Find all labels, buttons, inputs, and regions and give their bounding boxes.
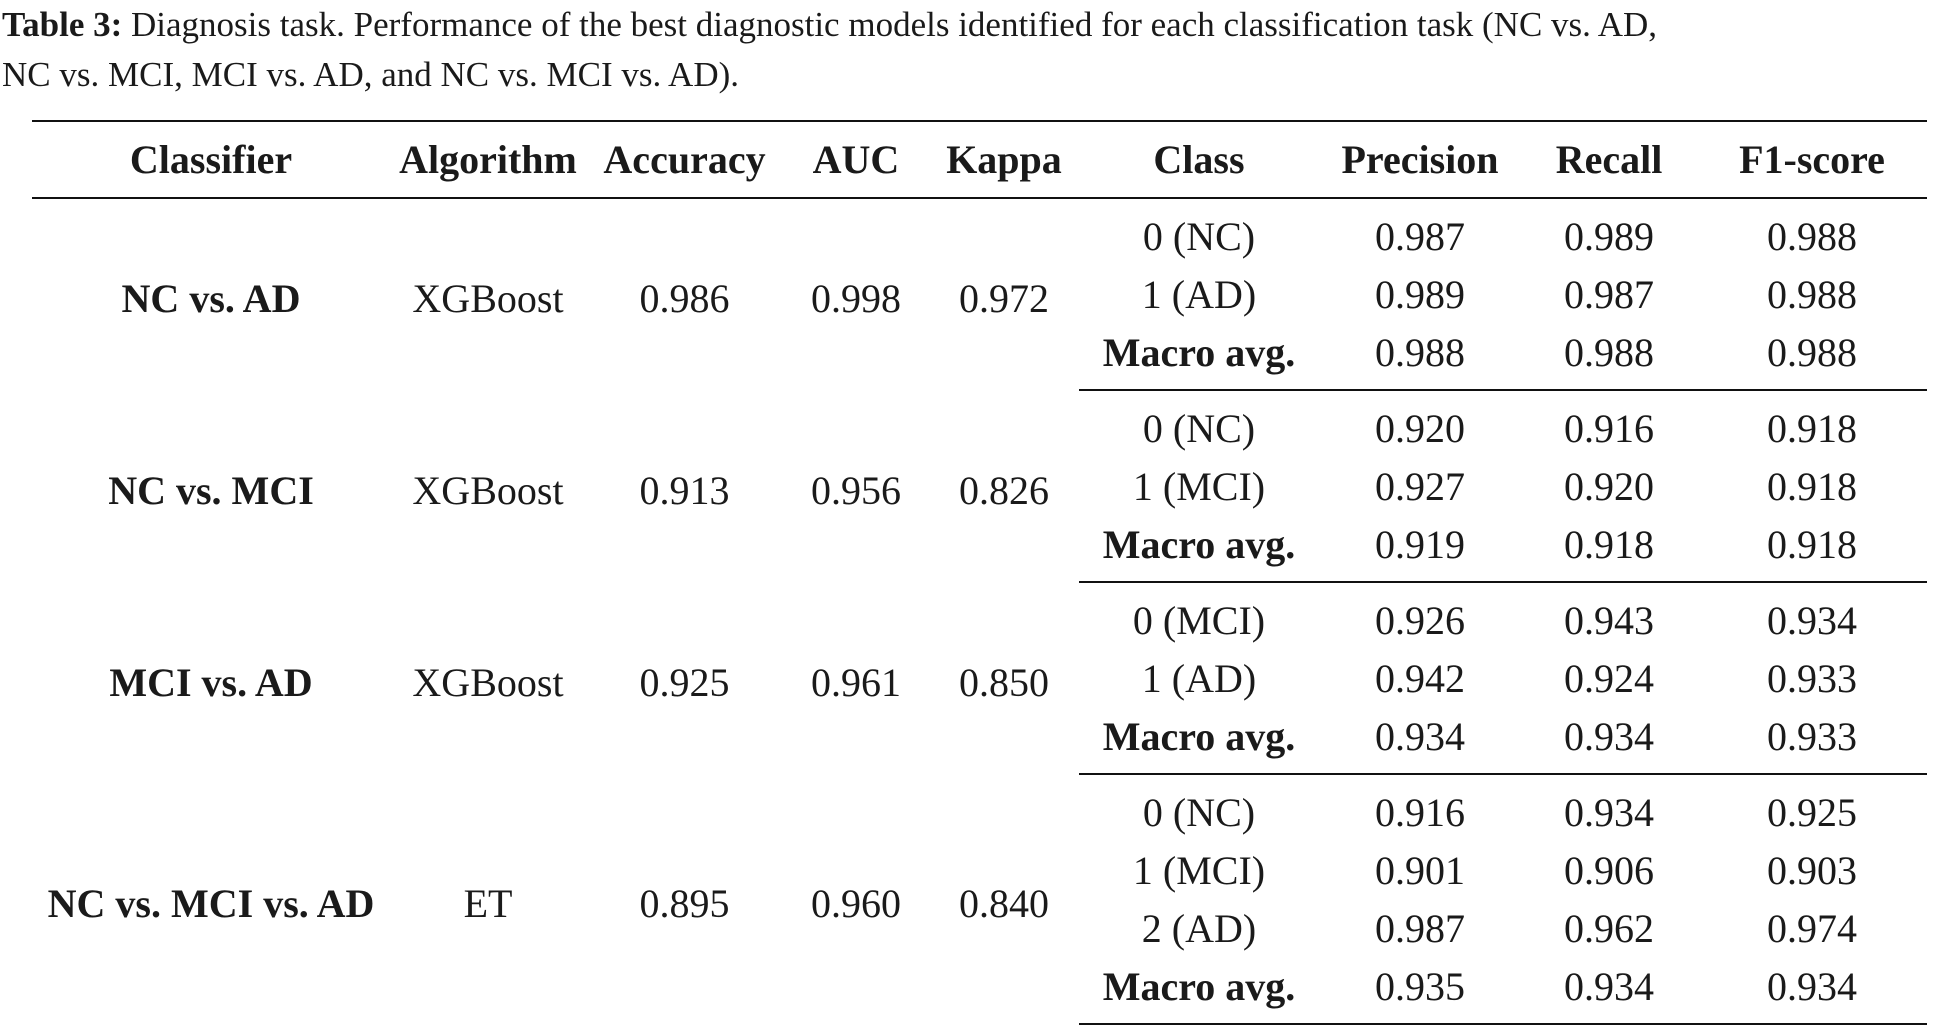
table-row — [32, 198, 1927, 265]
recall-cell: 0.934 — [1521, 707, 1697, 774]
class-cell: 1 (AD) — [1141, 655, 1257, 701]
caption-line-1 — [2, 0, 1952, 50]
f1-cell: 0.933 — [1697, 707, 1927, 774]
precision-cell: 0.927 — [1375, 463, 1465, 509]
table-row — [32, 774, 1927, 841]
f1-cell: 0.918 — [1767, 463, 1857, 509]
recall-cell: 0.934 — [1564, 789, 1654, 835]
algorithm-cell: XGBoost — [412, 659, 564, 705]
auc-cell: 0.961 — [811, 659, 901, 705]
kappa-cell: 0.826 — [959, 467, 1049, 513]
class-cell: 1 (MCI) — [1132, 847, 1266, 893]
recall-cell: 0.906 — [1564, 847, 1654, 893]
accuracy-cell: 0.925 — [639, 659, 730, 705]
recall-cell: 0.987 — [1564, 271, 1654, 317]
precision-cell: 0.988 — [1319, 323, 1521, 390]
recall-cell: 0.988 — [1521, 323, 1697, 390]
header-f1-score: F1-score — [1697, 121, 1927, 198]
f1-cell: 0.918 — [1697, 515, 1927, 582]
precision-cell: 0.919 — [1319, 515, 1521, 582]
precision-cell: 0.942 — [1375, 655, 1465, 701]
header-accuracy: Accuracy — [586, 121, 783, 198]
header-class: Class — [1079, 121, 1319, 198]
header-auc: AUC — [783, 121, 929, 198]
precision-cell: 0.989 — [1375, 271, 1465, 317]
classifier-cell: NC vs. MCI vs. AD — [47, 880, 375, 926]
accuracy-cell: 0.913 — [639, 467, 730, 513]
class-cell-macro: Macro avg. — [1079, 515, 1319, 582]
auc-cell: 0.956 — [811, 467, 901, 513]
recall-cell: 0.920 — [1564, 463, 1654, 509]
precision-cell: 0.901 — [1375, 847, 1465, 893]
precision-cell: 0.916 — [1375, 789, 1465, 835]
caption-label: Table 3: — [2, 5, 123, 44]
f1-cell: 0.934 — [1697, 957, 1927, 1024]
header-precision: Precision — [1319, 121, 1521, 198]
auc-cell: 0.998 — [811, 276, 901, 321]
header-classifier: Classifier — [32, 121, 390, 198]
accuracy-cell: 0.895 — [639, 880, 730, 926]
class-cell: 0 (NC) — [1142, 405, 1256, 451]
classifier-cell: MCI vs. AD — [109, 659, 313, 705]
precision-cell: 0.935 — [1319, 957, 1521, 1024]
f1-cell: 0.988 — [1697, 323, 1927, 390]
header-row — [32, 121, 1927, 198]
algorithm-cell: ET — [463, 880, 513, 926]
caption-line-2: NC vs. MCI, MCI vs. AD, and NC vs. MCI vs. AD). — [2, 55, 740, 94]
class-cell-macro: Macro avg. — [1079, 957, 1319, 1024]
recall-cell: 0.924 — [1564, 655, 1654, 701]
precision-cell: 0.934 — [1319, 707, 1521, 774]
precision-cell: 0.926 — [1375, 597, 1465, 643]
f1-cell: 0.988 — [1767, 271, 1857, 317]
header-recall: Recall — [1521, 121, 1697, 198]
accuracy-cell: 0.986 — [639, 276, 730, 321]
f1-cell: 0.933 — [1767, 655, 1857, 701]
caption-text-1: Diagnosis task. Performance of the best diagnostic models identified for each classification task (NC vs. AD, — [122, 5, 1658, 44]
recall-cell: 0.916 — [1564, 405, 1654, 451]
f1-cell: 0.974 — [1767, 905, 1857, 951]
class-cell: 2 (AD) — [1141, 905, 1257, 951]
f1-cell: 0.918 — [1767, 405, 1857, 451]
f1-cell: 0.925 — [1767, 789, 1857, 835]
algorithm-cell: XGBoost — [412, 276, 564, 321]
kappa-cell: 0.972 — [959, 276, 1049, 321]
results-table — [32, 120, 1927, 1025]
recall-cell: 0.962 — [1564, 905, 1654, 951]
class-cell: 1 (AD) — [1141, 271, 1257, 317]
precision-cell: 0.987 — [1375, 213, 1465, 259]
kappa-cell: 0.840 — [959, 880, 1049, 926]
auc-cell: 0.960 — [811, 880, 901, 926]
classifier-cell: NC vs. AD — [121, 276, 301, 321]
class-cell: 0 (NC) — [1142, 789, 1256, 835]
header-kappa: Kappa — [929, 121, 1079, 198]
recall-cell: 0.989 — [1564, 213, 1654, 259]
class-cell-macro: Macro avg. — [1079, 323, 1319, 390]
precision-cell: 0.987 — [1375, 905, 1465, 951]
table-row — [32, 390, 1927, 457]
class-cell: 0 (NC) — [1142, 213, 1256, 259]
classifier-cell: NC vs. MCI — [108, 467, 314, 513]
precision-cell: 0.920 — [1375, 405, 1465, 451]
kappa-cell: 0.850 — [959, 659, 1049, 705]
recall-cell: 0.918 — [1521, 515, 1697, 582]
class-cell: 0 (MCI) — [1132, 597, 1266, 643]
f1-cell: 0.934 — [1767, 597, 1857, 643]
recall-cell: 0.943 — [1564, 597, 1654, 643]
algorithm-cell: XGBoost — [412, 467, 564, 513]
table-row — [32, 582, 1927, 649]
class-cell: 1 (MCI) — [1132, 463, 1266, 509]
f1-cell: 0.988 — [1767, 213, 1857, 259]
recall-cell: 0.934 — [1521, 957, 1697, 1024]
class-cell-macro: Macro avg. — [1079, 707, 1319, 774]
header-algorithm: Algorithm — [390, 121, 586, 198]
table-body — [32, 198, 1927, 1024]
f1-cell: 0.903 — [1767, 847, 1857, 893]
table-caption — [2, 0, 1952, 100]
